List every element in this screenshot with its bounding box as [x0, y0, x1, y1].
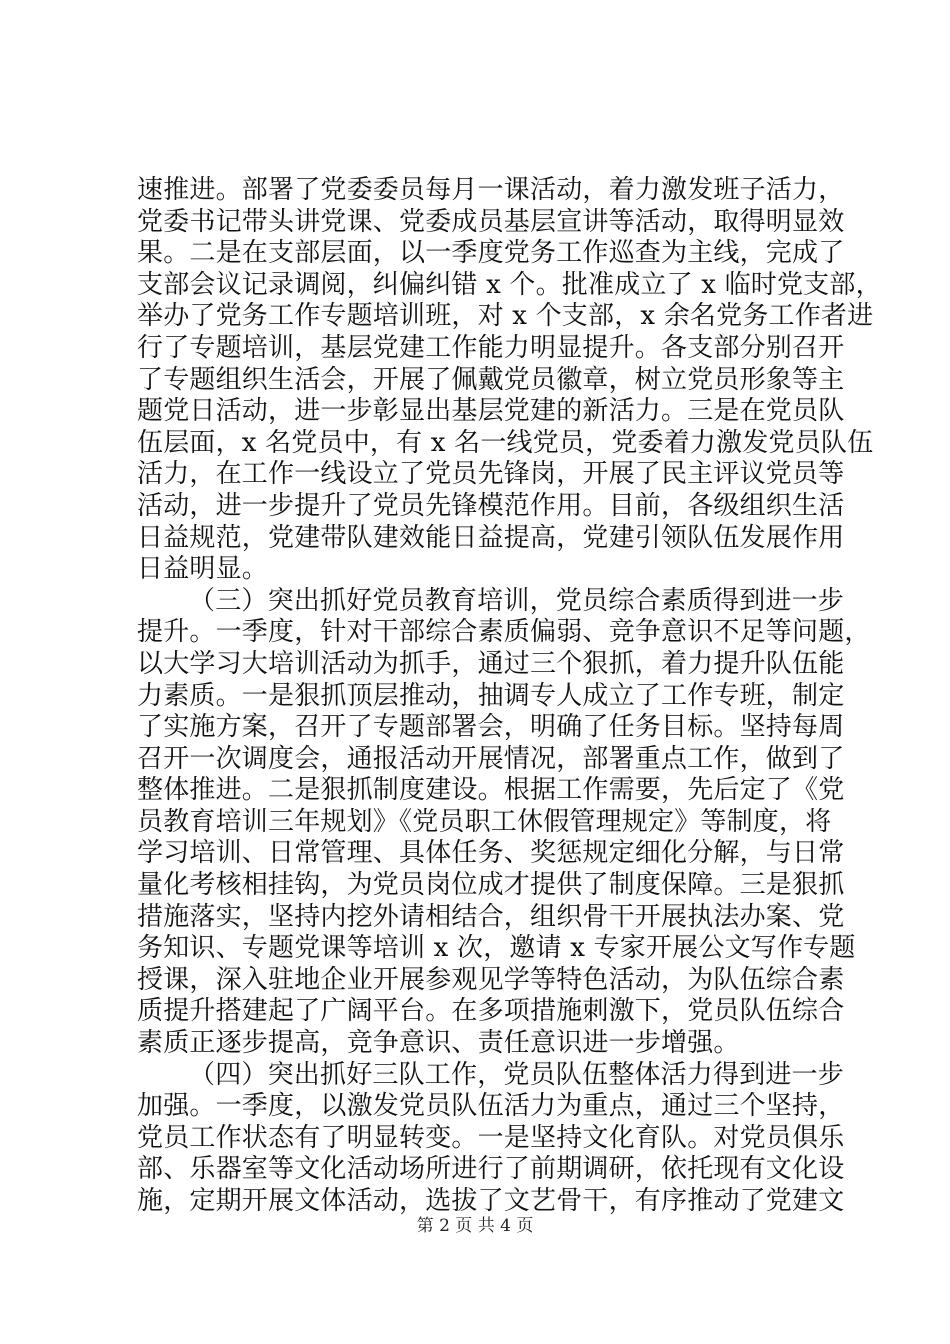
text-line: 日益明显。 — [137, 554, 269, 585]
text-line: 伍层面，x 名党员中，有 x 名一线党员，党委着力激发党员队伍 — [137, 427, 874, 458]
text-line: 素质正逐步提高，竞争意识、责任意识进一步增强。 — [137, 1028, 740, 1059]
text-line: 举办了党务工作专题培训班，对 x 个支部，x 余名党务工作者进 — [137, 301, 874, 332]
text-line: 题党日活动，进一步彰显出基层党建的新活力。三是在党员队 — [137, 396, 845, 427]
text-line: 日益规范，党建带队建效能日益提高，党建引领队伍发展作用 — [137, 522, 845, 553]
text-line: （三）突出抓好党员教育培训，党员综合素质得到进一步 — [189, 585, 845, 616]
text-line: 活动，进一步提升了党员先锋模范作用。目前，各级组织生活 — [137, 490, 845, 521]
text-line: 整体推进。二是狠抓制度建设。根据工作需要，先后定了《党 — [137, 775, 845, 806]
text-line: 部、乐器室等文化活动场所进行了前期调研，依托现有文化设 — [137, 1154, 845, 1185]
text-line: 员教育培训三年规划》《党员职工休假管理规定》等制度，将 — [137, 806, 832, 837]
document-body — [137, 175, 882, 1218]
text-line: 果。二是在支部层面，以一季度党务工作巡查为主线，完成了 — [137, 238, 845, 269]
text-line: 党员工作状态有了明显转变。一是坚持文化育队。对党员俱乐 — [137, 1122, 845, 1153]
text-line: 以大学习大培训活动为抓手，通过三个狠抓，着力提升队伍能 — [137, 648, 845, 679]
text-line: 支部会议记录调阅，纠偏纠错 x 个。批准成立了 x 临时党支部， — [137, 269, 882, 300]
text-line: 速推进。部署了党委委员每月一课活动，着力激发班子活力， — [137, 175, 845, 205]
text-line: 务知识、专题党课等培训 x 次，邀请 x 专家开展公文写作专题 — [137, 933, 856, 964]
text-line: 施，定期开展文体活动，选拔了文艺骨干，有序推动了党建文 — [137, 1186, 845, 1216]
text-line: 授课，深入驻地企业开展参观见学等特色活动，为队伍综合素 — [137, 964, 845, 995]
text-line: 党委书记带头讲党课、党委成员基层宣讲等活动，取得明显效 — [137, 206, 845, 237]
text-line: 活力，在工作一线设立了党员先锋岗，开展了民主评议党员等 — [137, 459, 845, 490]
text-line: （四）突出抓好三队工作，党员队伍整体活力得到进一步 — [189, 1059, 845, 1090]
text-line: 加强。一季度，以激发党员队伍活力为重点，通过三个坚持， — [137, 1091, 845, 1122]
text-line: 行了专题培训，基层党建工作能力明显提升。各支部分别召开 — [137, 332, 845, 363]
text-line: 质提升搭建起了广阔平台。在多项措施刺激下，党员队伍综合 — [137, 996, 845, 1027]
text-line: 力素质。一是狠抓顶层推动，抽调专人成立了工作专班，制定 — [137, 680, 845, 711]
text-line: 提升。一季度，针对干部综合素质偏弱、竞争意识不足等问题， — [137, 617, 871, 648]
text-line: 措施落实，坚持内挖外请相结合，组织骨干开展执法办案、党 — [137, 901, 845, 932]
text-line: 召开一次调度会，通报活动开展情况，部署重点工作，做到了 — [137, 743, 845, 774]
text-line: 了实施方案，召开了专题部署会，明确了任务目标。坚持每周 — [137, 712, 845, 743]
page-footer: 第 2 页 共 4 页 — [416, 1216, 534, 1236]
text-line: 量化考核相挂钩，为党员岗位成才提供了制度保障。三是狠抓 — [137, 870, 845, 901]
text-line: 了专题组织生活会，开展了佩戴党员徽章，树立党员形象等主 — [137, 364, 845, 395]
text-line: 学习培训、日常管理、具体任务、奖惩规定细化分解，与日常 — [137, 838, 845, 869]
